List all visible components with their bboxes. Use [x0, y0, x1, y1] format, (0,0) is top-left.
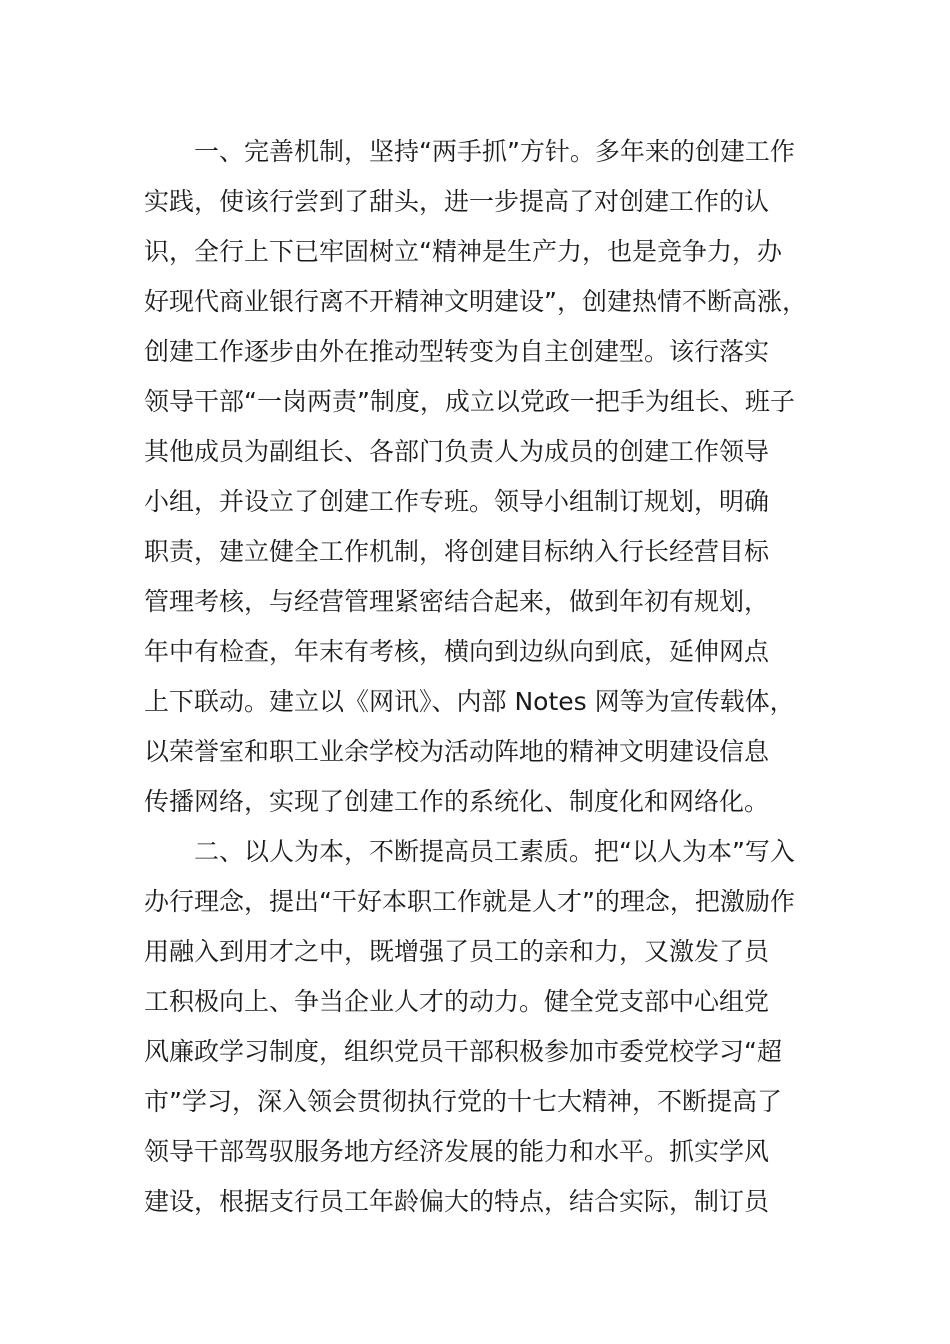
paragraph-1-line-8: 小组，并设立了创建工作专班。领导小组制订规划，明确 [144, 487, 770, 516]
paragraph-2-line-7: 领导干部驾驭服务地方经济发展的能力和水平。抓实学风 [144, 1137, 770, 1166]
paragraph-1-line-7: 其他成员为副组长、各部门负责人为成员的创建工作领导 [144, 437, 770, 466]
document-body [144, 127, 844, 1227]
paragraph-1-line-3: 识，全行上下已牢固树立“精神是生产力，也是竞争力，办 [144, 237, 782, 266]
paragraph-2-line-6: 市”学习，深入领会贯彻执行党的十七大精神，不断提高了 [144, 1087, 782, 1116]
paragraph-1-line-14: 传播网络，实现了创建工作的系统化、制度化和网络化。 [144, 787, 770, 816]
paragraph-2-line-1: 二、以人为本，不断提高员工素质。把“以人为本”写入 [194, 837, 795, 866]
paragraph-1-line-1: 一、完善机制，坚持“两手抓”方针。多年来的创建工作 [194, 137, 795, 166]
paragraph-2-line-8: 建设，根据支行员工年龄偏大的特点，结合实际，制订员 [144, 1187, 770, 1216]
paragraph-2-line-3: 用融入到用才之中，既增强了员工的亲和力，又激发了员 [144, 937, 770, 966]
paragraph-1-line-12: 上下联动。建立以《网讯》、内部 Notes 网等为宣传载体， [144, 687, 795, 716]
paragraph-2-line-4: 工积极向上、争当企业人才的动力。健全党支部中心组党 [144, 987, 770, 1016]
paragraph-2-line-5: 风廉政学习制度，组织党员干部积极参加市委党校学习“超 [144, 1037, 782, 1066]
paragraph-1-line-5: 创建工作逐步由外在推动型转变为自主创建型。该行落实 [144, 337, 770, 366]
paragraph-1-line-11: 年中有检查，年末有考核，横向到边纵向到底，延伸网点 [144, 637, 770, 666]
paragraph-1-line-9: 职责，建立健全工作机制，将创建目标纳入行长经营目标 [144, 537, 770, 566]
paragraph-1-line-4: 好现代商业银行离不开精神文明建设”，创建热情不断高涨， [144, 287, 807, 316]
paragraph-2-line-2: 办行理念，提出“干好本职工作就是人才”的理念，把激励作 [144, 887, 795, 916]
paragraph-1-line-2: 实践，使该行尝到了甜头，进一步提高了对创建工作的认 [144, 187, 770, 216]
paragraph-1-line-6: 领导干部“一岗两责”制度，成立以党政一把手为组长、班子 [144, 387, 795, 416]
paragraph-1-line-10: 管理考核，与经营管理紧密结合起来，做到年初有规划， [144, 587, 770, 616]
paragraph-1-line-13: 以荣誉室和职工业余学校为活动阵地的精神文明建设信息 [144, 737, 770, 766]
